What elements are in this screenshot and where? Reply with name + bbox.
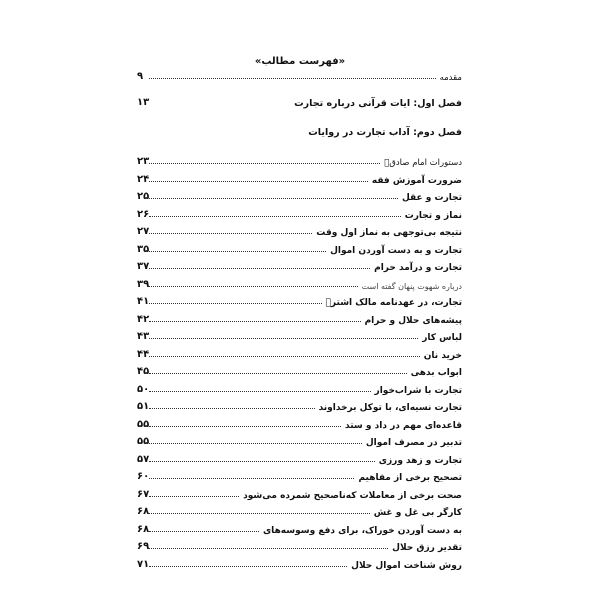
toc-entry: [137, 292, 462, 308]
toc-entry-page: ۴۳: [137, 331, 150, 342]
toc-entry-page: ۴۲: [137, 313, 150, 325]
toc-entry-label: تجارت و به دست آوردن اموال: [330, 245, 462, 256]
toc-entry-page: ۵۵: [137, 418, 150, 430]
toc-entry-page: ۷۱: [137, 558, 150, 570]
toc-entry-page: ۳۵: [137, 243, 150, 255]
toc-entry-label: قاعده‌ای مهم در داد و ستد: [345, 420, 462, 431]
dot-leader: [149, 267, 370, 269]
chapter-2-label: فصل دوم: آداب تجارت در روایات: [308, 127, 462, 138]
toc-entry: [137, 205, 462, 221]
dot-leader: [149, 407, 315, 409]
dot-leader: [149, 180, 368, 182]
toc-entry-label: تجارت و درآمد حرام: [374, 263, 462, 273]
toc-entry-page: ۲۷: [137, 226, 150, 237]
toc-entry: [137, 345, 462, 361]
toc-entry: [137, 152, 462, 168]
dot-leader: [149, 372, 407, 374]
toc-entry-label: نتیجه بی‌توجهی به نماز اول وقت: [316, 228, 462, 238]
toc-entry-label: خرید نان: [423, 350, 462, 361]
toc-intro-label: مقدمه: [439, 73, 462, 83]
toc-entry: [137, 362, 462, 378]
toc-entry-page: ۵۱: [137, 401, 150, 412]
toc-entry-page: ۲۳: [137, 156, 150, 167]
dot-leader: [149, 390, 371, 392]
toc-entry-page: ۳۷: [137, 261, 150, 272]
dot-leader: [149, 215, 401, 217]
dot-leader: [149, 495, 239, 497]
toc-entry-page: ۵۵: [137, 436, 150, 447]
toc-intro-page: ۹: [137, 71, 144, 82]
toc-entry-label: روش شناخت اموال حلال: [351, 560, 462, 571]
dot-leader: [149, 197, 398, 199]
dot-leader: [149, 460, 375, 462]
toc-entry-page: ۶۹: [137, 541, 150, 552]
toc-entry: [137, 467, 462, 483]
toc-entry-page: ۲۵: [137, 191, 150, 202]
toc-entry-label: درباره شهوت پنهان گفته است: [361, 281, 462, 291]
dot-leader: [149, 425, 341, 427]
toc-entry: [137, 170, 462, 186]
dot-leader: [149, 355, 420, 357]
toc-entry-page: ۵۷: [137, 453, 150, 465]
toc-entry-page: ۴۱: [137, 296, 150, 307]
toc-entry-label: تجارت و زهد ورزی: [378, 455, 462, 466]
toc-entry-label: لباس کار: [422, 333, 462, 343]
toc-entry-page: ۶۸: [137, 506, 150, 517]
toc-chapter-2: [145, 122, 462, 138]
dot-leader: [149, 302, 322, 304]
toc-intro: [137, 67, 462, 83]
chapter-1-label: فصل اول: ایات قرآنی درباره تجارت: [294, 98, 462, 109]
toc-entry: [137, 187, 462, 203]
toc-entry-label: تجارت، در عهدنامه مالک اشترؓ: [325, 298, 462, 308]
toc-entry-label: کارگر بی غل و غش: [373, 508, 462, 518]
dot-leader: [149, 565, 347, 567]
toc-entry: [137, 520, 462, 536]
dot-leader: [149, 337, 418, 339]
toc-entry: [137, 380, 462, 396]
toc-entry: [137, 415, 462, 431]
toc-entry-label: تصحیح برخی از مفاهیم: [358, 473, 462, 483]
toc-title: «فهرست مطالب»: [254, 56, 346, 67]
toc-entry-page: ۴۵: [137, 366, 150, 377]
toc-entry-label: نماز و تجارت: [404, 210, 462, 221]
dot-leader: [149, 250, 326, 252]
toc-entry-page: ۲۴: [137, 173, 150, 185]
toc-entry-page: ۶۷: [137, 488, 150, 500]
toc-entry: [137, 450, 462, 466]
toc-entry: [137, 555, 462, 571]
toc-entry: [137, 485, 462, 501]
toc-entry-label: تجارت با شراب‌خوار: [374, 385, 462, 396]
toc-entry-page: ۶۰: [137, 471, 150, 482]
toc-entry: [137, 502, 462, 518]
dot-leader: [149, 512, 370, 514]
toc-entry: [137, 257, 462, 273]
toc-entry: [137, 275, 462, 291]
toc-entry-page: ۴۴: [137, 348, 150, 360]
toc-entry-page: ۵۰: [137, 383, 150, 395]
toc-entry-label: تقدیر رزق حلال: [392, 543, 462, 553]
chapter-1-page: ۱۳: [137, 97, 150, 108]
toc-entry-label: ابواب بدهی: [410, 368, 462, 378]
toc-entry-page: ۲۶: [137, 208, 150, 220]
dot-leader: [149, 477, 354, 479]
toc-entry-label: صحت برخی از معاملات که‌ناصحیح شمرده می‌شود: [243, 490, 462, 501]
dot-leader: [149, 442, 362, 444]
toc-entry-label: تدبیر در مصرف اموال: [365, 438, 462, 448]
toc-entry-label: پیشه‌های حلال و حرام: [364, 315, 462, 326]
dot-leader: [149, 530, 259, 532]
toc-entry: [137, 537, 462, 553]
dot-leader: [149, 77, 436, 79]
dot-leader: [149, 162, 380, 164]
dot-leader: [149, 320, 361, 322]
toc-entry-label: به دست آوردن خوراک، برای دفع وسوسه‌های: [262, 525, 462, 536]
toc-entry-label: ضرورت آموزش فقه: [371, 175, 462, 186]
toc-entry-label: دستورات امام صادقؑ: [384, 158, 462, 168]
dot-leader: [149, 232, 312, 234]
toc-entry-page: ۳۹: [137, 278, 150, 290]
toc-entry: [137, 222, 462, 238]
toc-entry: [137, 240, 462, 256]
toc-entry-label: تجارت و عقل: [402, 193, 462, 203]
toc-entry: [137, 310, 462, 326]
dot-leader: [149, 547, 388, 549]
toc-entry: [137, 432, 462, 448]
toc-entry: [137, 327, 462, 343]
toc-entry-label: تجارت نسیه‌ای، با توکل برخداوند: [318, 403, 462, 413]
toc-entry: [137, 397, 462, 413]
toc-entry-page: ۶۸: [137, 523, 150, 535]
toc-chapter-1: [137, 93, 462, 109]
dot-leader: [149, 285, 358, 287]
